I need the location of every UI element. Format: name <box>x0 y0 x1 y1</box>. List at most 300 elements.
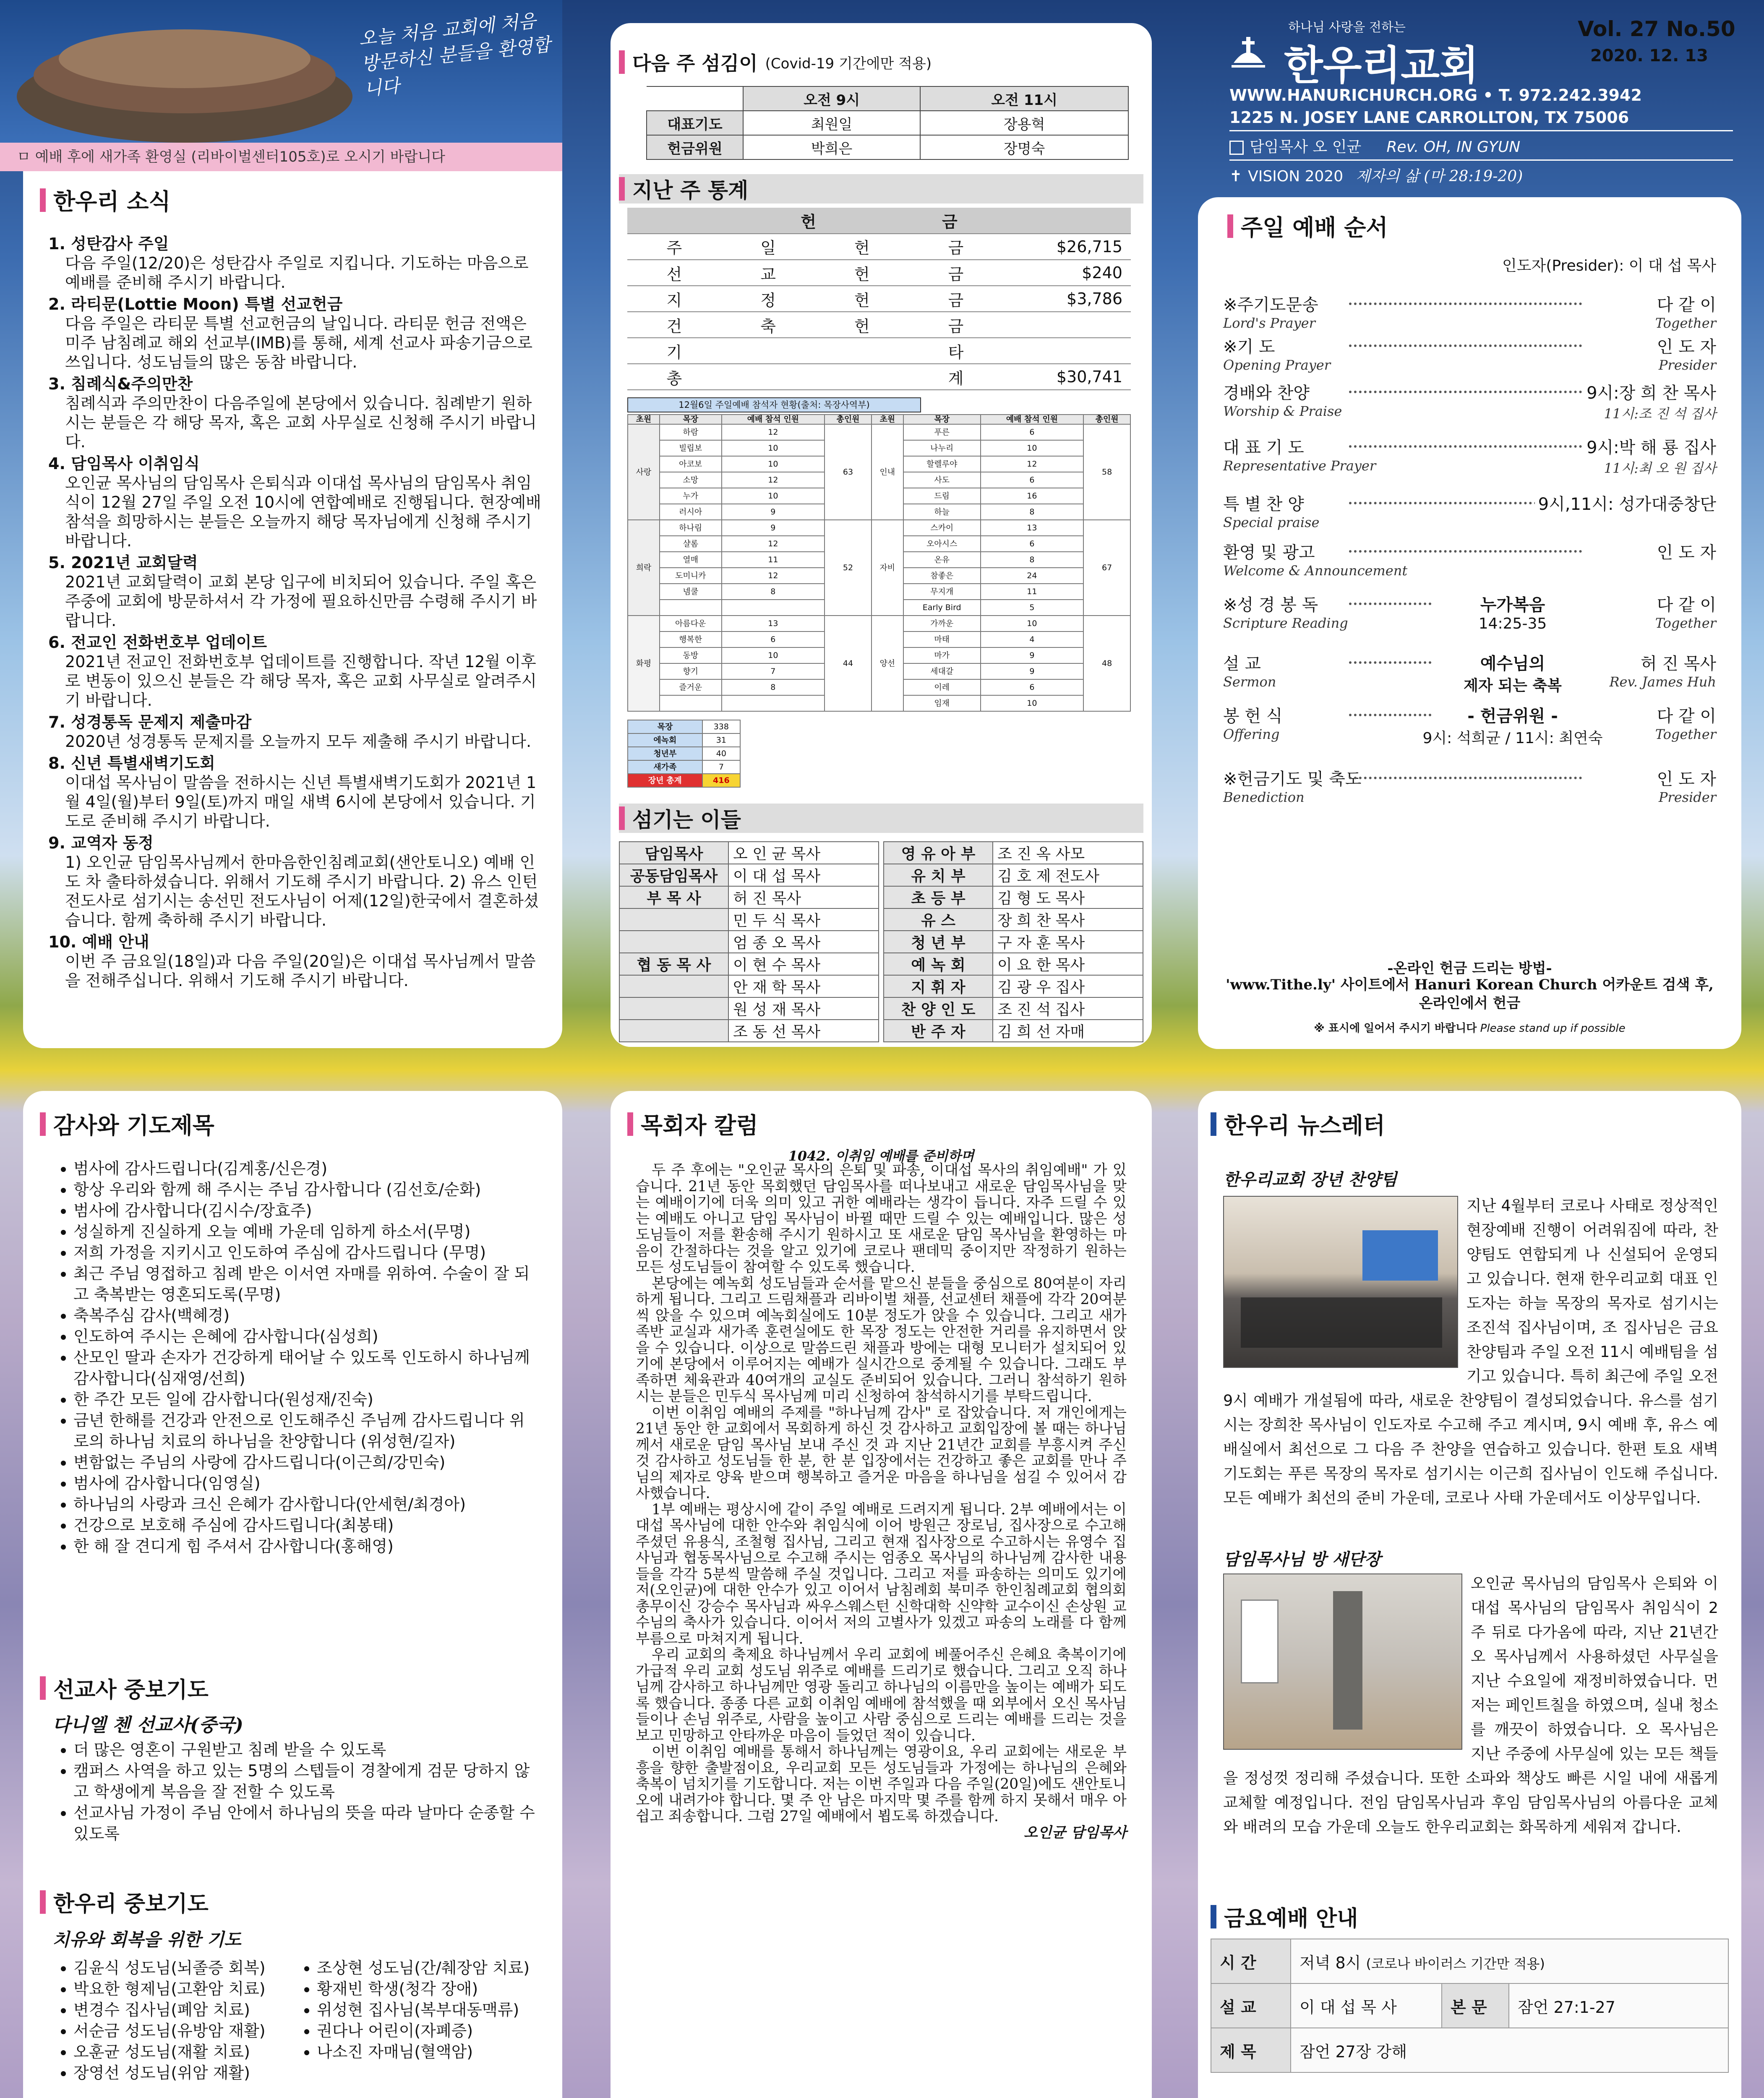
center-top-panel <box>611 23 1152 1047</box>
server-name: 김 형 도 목사 <box>993 886 1143 908</box>
cell-name: 하람 <box>660 424 722 440</box>
stats-label: 금 <box>909 234 1003 260</box>
worship-item-leader: 9시:장 희 찬 목사 <box>1583 380 1716 404</box>
news-heading: 한우리 소식 <box>40 184 171 216</box>
masthead <box>1200 0 1764 197</box>
stats-label: 헌 <box>815 234 909 260</box>
cell-count: 10 <box>981 616 1084 631</box>
group-total: 58 <box>1083 424 1130 520</box>
online-giving-body: 'www.Tithe.ly' 사이트에서 Hanuri Korean Church 어카운트 검색 후, 온라인에서 헌금 <box>1226 976 1714 1012</box>
cell-name: 스카이 <box>903 520 981 536</box>
cell-name: 행복한 <box>660 631 722 647</box>
column-paragraph: 이번 이취임 예배를 통해서 하나님께는 영광이요, 우리 교회에는 새로운 부흥을 향한 출발점이요, 우리교회 모든 성도님들과 가정에는 하나님의 은혜와 축복이 넘치기를 기도합니다. 저는 이번 주일과 다음 주일(20일)에도 샌안토니오에 내려가야 합니다. 몇 주 안 남은 마지막 몇 주를 함께 하지 못해서 매우 아쉽고 죄송합니다. 그럼 27일 예배에서 뵙도록 하겠습니다. <box>636 1743 1127 1825</box>
cell-count: 9 <box>981 663 1084 679</box>
stats-amount: $26,715 <box>1003 234 1131 260</box>
stats-row <box>627 286 1131 312</box>
server-row <box>619 864 879 886</box>
news-item <box>48 754 543 831</box>
news-item <box>48 234 543 292</box>
worship-item-detail-2: 14:25-35 <box>1478 615 1547 632</box>
attendance-summary <box>627 720 741 788</box>
stand-note: ※ 표시에 일어서 주시기 바랍니다 Please stand up if possible <box>1314 1022 1626 1035</box>
stats-label: 지 <box>627 286 721 312</box>
worship-item-en: Offering <box>1223 726 1280 742</box>
server-name: 이 현 수 목사 <box>728 953 879 975</box>
worship-item-leader: 인 도 자 <box>1654 539 1716 563</box>
news-item-title: 8. 신년 특별새벽기도회 <box>48 754 215 772</box>
cell-name: 참좋은 <box>903 568 981 584</box>
news-item-title: 1. 성탄감사 주일 <box>48 235 169 253</box>
summary-row <box>628 733 740 747</box>
worship-item-detail: 누가복음 <box>1433 592 1592 616</box>
cell-count: 10 <box>722 440 825 456</box>
dot-leader <box>1349 550 1582 553</box>
cell-count: 12 <box>722 536 825 552</box>
server-name: 김 호 제 전도사 <box>993 864 1143 886</box>
cell-count: 10 <box>722 647 825 663</box>
worship-item <box>1223 491 1716 541</box>
cell-name: 무지개 <box>903 584 981 600</box>
news-item <box>48 932 543 990</box>
cell-name: 드림 <box>903 488 981 504</box>
online-giving-title: -온라인 헌금 드리는 방법- <box>1387 960 1552 977</box>
thanks-list <box>48 1158 535 1557</box>
stats-label: 금 <box>909 260 1003 286</box>
list-item: • 서순금 성도님(유방암 재활) <box>73 2020 292 2041</box>
next-week-heading: 다음 주 섬김이 (Covid-19 기간에만 적용) <box>619 48 932 76</box>
cross-icon: ✝ <box>1229 168 1242 185</box>
column-paragraph: 본당에는 예녹회 성도님들과 순서를 맡으신 분들을 중심으로 80여분이 자리하게 됩니다. 그리고 드림채플과 리바이벌 채플, 선교센터 채플에 각각 20여분씩 앉을 수 있으며 예녹회실에도 10분 정도가 앉을 수 있습니다. 그리고 새가족반 교실과 새가족 훈련실에도 한 목장 정도는 안전한 거리를 유지하면서 앉을 수 있습니다. 이상으로 말씀드린 채플과 방에는 대형 모니터가 설치되어 있기에 본당에서 이루어지는 예배가 실시간으로 중계될 수 있습니다. 그래도 부족하면 체육관과 40여개의 교실도 준비되어 있습니다. 그러니 참석하기 원하시는 분들은 민두식 목사님께 미리 신청하여 참석하시기를 부탁드립니다. <box>636 1275 1127 1405</box>
stats-label: 헌 <box>815 260 909 286</box>
cell-name: 임재 <box>903 695 981 711</box>
server-role: 협 동 목 사 <box>619 953 728 975</box>
stats-label <box>815 364 909 390</box>
stats-row <box>627 234 1131 260</box>
server-row <box>884 931 1143 953</box>
list-item: • 범사에 감사드립니다(김계홍/신은경) <box>73 1158 535 1179</box>
cell-name: 열매 <box>660 552 722 568</box>
column-paragraph: 이번 이취임 예배의 주제를 "하나님께 감사" 로 잡았습니다. 저 개인에게는 21년 동안 한 교회에서 목회하게 하신 것 감사하고 교회입장에 볼 때는 하나님께서 새로운 담임 목사님 보내 주신 것 과 지난 21년간 교회를 부흥시켜 주신 것 감사하고 성도님들 한 분, 한 분 입장에서는 건강하고 좋은 교회를 만나 주님의 제자로 양육 받으며 행복하고 즐거운 마음을 하나님을 섬길 수 있어서 감사했습니다. <box>636 1404 1127 1502</box>
server-role <box>619 997 728 1020</box>
cell-count: 10 <box>981 695 1084 711</box>
server-name: 민 두 식 목사 <box>728 908 879 931</box>
group-name: 사랑 <box>628 424 660 520</box>
worship-item-kr: 특 별 찬 양 <box>1223 495 1304 514</box>
stats-label: 건 <box>627 312 721 338</box>
dot-leader <box>1349 391 1582 393</box>
worship-item-leader: 인 도 자 <box>1654 766 1716 790</box>
server-name: 조 동 선 목사 <box>728 1020 879 1042</box>
stats-label: 일 <box>721 234 815 260</box>
list-item: • 하나님의 사랑과 크신 은혜가 감사합니다(안세현/최경아) <box>73 1494 535 1515</box>
newsletter-heading: 한우리 뉴스레터 <box>1211 1108 1385 1140</box>
stats-label: 헌 <box>815 312 909 338</box>
list-item: • 한 해 잘 견디게 힘 주셔서 감사합니다(홍해영) <box>73 1536 535 1557</box>
column-paragraph: 우리 교회의 축제요 하나님께서 우리 교회에 베풀어주신 은혜요 축복이기에 가급적 우리 교회 성도님 위주로 예배를 드리기로 했습니다. 그리고 오직 하나님께 감사하고 하나님께만 영광 돌리고 하나님의 이름만을 높이는 예배가 되도록 했습니다. 종종 다른 교회 이취임 예배에 참석했을 때 외부에서 오신 목사님들이나 손님 위주로, 사람을 높이고 사람 중심으로 드리는 예배를 드리는 것을 보고 민망하고 안타까운 마음이 들었던 적이 있습니다. <box>636 1647 1127 1744</box>
stats-row <box>627 312 1131 338</box>
server-role: 공동담임목사 <box>619 864 728 886</box>
article-1-body: 지난 4월부터 코로나 사태로 정상적인 현장예배 진행이 어려워짐에 따라, 찬양팀도 연합되게 나 신설되어 운영되고 있습니다. 현재 한우리교회 대표 인도자는 하늘 목장의 목자로 섬기시는 조진석 집사님이며, 조 집사님은 금요찬양팀과 주일 오전 11시 예배팀을 섬기고 있습니다. 특히 최근에 주일 오전 9시 예배가 개설됨에 따라, 새로운 찬양팀이 결성되었습니다. 유스를 섬기시는 장희찬 목사님이 인도자로 수고해 주고 계시며, 9시 예배 후, 유스 예배실에서 최선으로 그 다음 주 찬양을 연습하고 있습니다. 한편 토요 새벽기도회는 푸른 목장의 목자로 섬기시는 이근희 집사님이 인도해 주십니다. 모든 예배가 최선의 준비 가운데, 코로나 사태 가운데서도 이상무입니다. <box>1223 1194 1718 1510</box>
news-item-body: 2021년 전교인 전화번호부 업데이트를 진행합니다. 작년 12월 이후로 변동이 있으신 분들은 각 해당 목자, 혹은 교회 사무실로 알려주시기 바랍니다. <box>65 652 537 710</box>
cell-count: 12 <box>981 456 1084 472</box>
summary-label: 목장 <box>628 720 702 733</box>
cell-name: 즐거운 <box>660 679 722 695</box>
intercession-col-2 <box>292 1957 543 2062</box>
cell-name: Early Bird <box>903 600 981 616</box>
website-phone: WWW.HANURICHURCH.ORG • T. 972.242.3942 <box>1229 86 1642 104</box>
cell-count: 7 <box>722 663 825 679</box>
column-script-title: 1042. 이취임 예배를 준비하며 <box>788 1148 974 1164</box>
cell-count: 6 <box>981 472 1084 488</box>
news-item <box>48 553 543 630</box>
list-item: • 위성현 집사님(복부대동맥류) <box>317 1999 543 2020</box>
stats-label <box>815 338 909 364</box>
stats-amount: $30,741 <box>1003 364 1131 390</box>
cell-name: 누가 <box>660 488 722 504</box>
summary-value: 416 <box>702 774 740 787</box>
news-panel <box>23 171 562 1048</box>
cell-count: 8 <box>981 504 1084 520</box>
photo-spacer <box>1223 1194 1467 1370</box>
attendance-row <box>628 424 1130 440</box>
newsletter-panel <box>1198 1091 1741 2098</box>
server-name: 안 재 학 목사 <box>728 975 879 997</box>
server-row <box>619 953 879 975</box>
cell-name: 푸른 <box>903 424 981 440</box>
server-row <box>884 864 1143 886</box>
summary-label: 에녹회 <box>628 733 702 747</box>
worship-item-leader-en: Together <box>1655 726 1716 742</box>
stats-label: 계 <box>909 364 1003 390</box>
stats-table: 헌 금 <box>627 208 1131 234</box>
cell-name: 빌립보 <box>660 440 722 456</box>
welcome-banner <box>0 0 562 143</box>
dot-leader <box>1349 445 1582 448</box>
cell-count <box>722 600 825 616</box>
list-item: • 성실하게 진실하게 오늘 예배 가운데 임하게 하소서(무명) <box>73 1221 535 1242</box>
server-name: 조 진 옥 사모 <box>993 842 1143 864</box>
news-item <box>48 833 543 930</box>
group-name: 인내 <box>872 424 903 520</box>
worship-item <box>1223 334 1716 384</box>
news-item-title: 6. 전교인 전화번호부 업데이트 <box>48 633 267 652</box>
worship-item <box>1223 539 1716 590</box>
cell-count: 12 <box>722 472 825 488</box>
news-item-title: 5. 2021년 교회달력 <box>48 553 198 572</box>
col-9am: 오전 9시 <box>743 86 920 111</box>
summary-row <box>628 720 740 733</box>
summary-label: 장년 총계 <box>628 774 702 787</box>
list-item: • 변함없는 주님의 사랑에 감사드립니다(이근희/강민숙) <box>73 1452 535 1473</box>
server-row <box>884 953 1143 975</box>
server-name: 이 대 섭 목사 <box>728 864 879 886</box>
attendance-header: 초원 <box>628 415 660 424</box>
news-item-title: 4. 담임목사 이취임식 <box>48 454 200 473</box>
attendance-header: 초원 <box>872 415 903 424</box>
stats-label: 헌 <box>815 286 909 312</box>
list-item: • 한 주간 모든 일에 감사합니다(원성재/진숙) <box>73 1389 535 1410</box>
cell-name <box>660 695 722 711</box>
server-role: 부 목 사 <box>619 886 728 908</box>
welcome-script: 오늘 처음 교회에 처음 방문하신 분들을 환영합니다 <box>357 10 552 100</box>
list-item: • 더 많은 영혼이 구원받고 침례 받을 수 있도록 <box>73 1739 535 1760</box>
list-item: • 최근 주님 영접하고 침례 받은 이서연 자매를 위하여. 수술이 잘 되고 축복받는 영혼되도록(무명) <box>73 1263 535 1305</box>
presider-line: 인도자(Presider): 이 대 섭 목사 <box>1502 257 1716 274</box>
list-item: • 축복주심 감사(백혜경) <box>73 1305 535 1326</box>
worship-item-detail-2: 9시: 석희균 / 11시: 최연숙 <box>1422 730 1603 747</box>
news-list <box>48 234 543 993</box>
attendance-header: 예배 참석 인원 <box>981 415 1084 424</box>
column-panel <box>611 1091 1152 2098</box>
server-name: 조 진 석 집사 <box>993 997 1143 1020</box>
worship-item-en: Worship & Praise <box>1223 403 1342 419</box>
group-total: 52 <box>825 520 872 616</box>
article-1-title: 한우리교회 장년 찬양팀 <box>1223 1170 1397 1190</box>
bulletin-date: 2020. 12. 13 <box>1590 46 1708 65</box>
stats-label: 정 <box>721 286 815 312</box>
stats-rows <box>627 234 1131 390</box>
stats-amount: $3,786 <box>1003 286 1131 312</box>
server-name: 김 희 선 자매 <box>993 1020 1143 1042</box>
server-name: 구 자 훈 목사 <box>993 931 1143 953</box>
news-item-title: 3. 침례식&주의만찬 <box>48 375 193 393</box>
attendance-header: 총인원 <box>825 415 872 424</box>
cell-count: 13 <box>981 520 1084 536</box>
church-address: 1225 N. JOSEY LANE CARROLLTON, TX 75006 <box>1229 108 1629 127</box>
attendance-header: 목장 <box>903 415 981 424</box>
worship-item <box>1223 434 1716 485</box>
summary-row <box>628 760 740 774</box>
cell-name: 온유 <box>903 552 981 568</box>
worship-item-leader: 9시,11시: 성가대중창단 <box>1535 491 1716 515</box>
server-row <box>884 975 1143 997</box>
server-role: 찬 양 인 도 <box>884 997 993 1020</box>
welcome-notice: ㅁ 예배 후에 새가족 환영실 (리바이벌센터105호)로 오시기 바랍니다 <box>0 143 562 171</box>
summary-value: 338 <box>702 720 740 733</box>
cell-count: 8 <box>981 552 1084 568</box>
cell-count: 6 <box>981 424 1084 440</box>
worship-item-en: Scripture Reading <box>1223 615 1348 631</box>
tagline: 하나님 사랑을 전하는 <box>1288 20 1406 35</box>
cell-name: 사도 <box>903 472 981 488</box>
server-name: 오 인 균 목사 <box>728 842 879 864</box>
article-2-body: 오인균 목사님의 담임목사 은퇴와 이대섭 목사님의 담임목사 취임식이 2주 뒤로 다가옴에 따라, 지난 21년간 오 목사님께서 사용하셨던 사무실을 지난 수요일에 재정비하였습니다. 먼저는 페인트칠을 하였으며, 실내 청소를 깨끗이 하였습니다. 오 목사님은 지난 주중에 사무실에 있는 모든 책들을 정성껏 정리해 주셨습니다. 또한 소파와 책상도 빠른 시일 내에 새롭게 교체할 예정입니다. 전임 담임목사님과 후임 담임목사님의 아름다운 교체와 배려의 모습 가운데 오늘도 한우리교회는 화목하게 세워져 갑니다. <box>1223 1571 1718 1839</box>
cell-name: 하늘 <box>903 504 981 520</box>
server-role: 유 스 <box>884 908 993 931</box>
server-row <box>619 975 879 997</box>
thanks-panel <box>23 1091 562 2098</box>
server-row <box>884 886 1143 908</box>
worship-item-kr: ※기 도 <box>1223 337 1275 357</box>
news-item-body: 이번 주 금요일(18일)과 다음 주일(20일)은 이대섭 목사님께서 말씀을 전해주십니다. 위해서 기도해 주시기 바랍니다. <box>65 952 536 990</box>
news-item <box>48 712 543 751</box>
worship-item-leader: 9시:박 해 룡 집사 <box>1583 434 1716 458</box>
pastor-line: 담임목사 오 인균 Rev. OH, IN GYUN <box>1229 135 1520 157</box>
list-item: • 오훈균 성도님(재활 치료) <box>73 2041 292 2062</box>
cell-count: 5 <box>981 600 1084 616</box>
summary-value: 7 <box>702 760 740 774</box>
vision-line: ✝ VISION 2020 제자의 삶 (마 28:19-20) <box>1229 168 1523 185</box>
stats-row <box>627 338 1131 364</box>
cell-count: 6 <box>981 679 1084 695</box>
summary-value: 40 <box>702 747 740 760</box>
servers-left-table <box>619 841 879 1042</box>
worship-item-kr: ※헌금기도 및 축도 <box>1223 770 1362 789</box>
stats-row <box>627 260 1131 286</box>
stats-label: 선 <box>627 260 721 286</box>
stats-label: 타 <box>909 338 1003 364</box>
list-item: • 장영선 성도님(위암 재활) <box>73 2062 292 2083</box>
stats-label: 금 <box>909 312 1003 338</box>
cell-name <box>660 600 722 616</box>
cell-count: 10 <box>981 440 1084 456</box>
list-item: • 황재빈 학생(청각 장애) <box>317 1978 543 1999</box>
stats-amount <box>1003 338 1131 364</box>
group-total: 44 <box>825 616 872 711</box>
cell-count: 8 <box>722 679 825 695</box>
dot-leader <box>1349 303 1582 305</box>
attendance-header: 목장 <box>660 415 722 424</box>
cell-name: 넴쿨 <box>660 584 722 600</box>
worship-item-leader-en: 11시:조 진 석 집사 <box>1604 406 1716 422</box>
cell-name: 아름다운 <box>660 616 722 631</box>
column-paragraph: 1부 예배는 평상시에 같이 주일 예배로 드려지게 됩니다. 2부 예배에서는 이대섭 목사님에 대한 안수와 취임식에 이어 방원근 장로님, 집사장으로 수고해 주셨던 유용식, 조철형 집사님, 그리고 현재 집사장으로 수고하시는 유영수 집사님과 협동목사님으로 수고해 주시는 엄종오 목사님의 하나님께 감사한 내용들을 각각 5분씩 말씀해 주실 것입니다. 그리고 저를 파송하는 의미도 있기에 저(오인균)에 대한 안수가 있고 이어서 남침례회 북미주 한인침례교회 협의회 총무이신 강승수 목사님과 싸우스웨스턴 신학대학 신약학 교수이신 손상원 교수님의 축사가 있습니다. 이어서 저의 고별사가 있겠고 파송의 노래를 다 함께 부름으로 마쳐지게 됩니다. <box>636 1501 1127 1647</box>
worship-item-en: Benediction <box>1223 789 1305 805</box>
list-item: • 선교사님 가정이 주님 안에서 하나님의 뜻을 따라 날마다 순종할 수 있도록 <box>73 1802 535 1844</box>
cell-count: 10 <box>722 488 825 504</box>
news-item-title: 2. 라티문(Lottie Moon) 특별 선교헌금 <box>48 295 343 313</box>
list-item: • 범사에 감사합니다(김시수/장효주) <box>73 1200 535 1221</box>
group-total: 67 <box>1083 520 1130 616</box>
worship-item <box>1223 592 1716 642</box>
list-item: • 금년 한해를 건강과 안전으로 인도해주신 주님께 감사드립니다 위로의 하나님 치료의 하나님을 찬양합니다 (위성현/길자) <box>73 1410 535 1452</box>
cell-count: 24 <box>981 568 1084 584</box>
column-heading: 목회자 칼럼 <box>627 1108 758 1140</box>
server-row <box>619 997 879 1020</box>
list-item: • 범사에 감사합니다(임영실) <box>73 1473 535 1494</box>
cell-name: 할렐루야 <box>903 456 981 472</box>
news-item-body: 오인균 목사님의 담임목사 은퇴식과 이대섭 목사님의 담임목사 취임식이 12월 27일 주일 오전 10시에 연합예배로 진행됩니다. 현장예배 참석을 희망하시는 분들은 오늘까지 해당 목자님에게 신청해 주시기 바랍니다. <box>65 474 541 550</box>
worship-item-detail: - 헌금위원 - <box>1433 703 1592 727</box>
server-role: 청 년 부 <box>884 931 993 953</box>
column-signature: 오인균 담임목사 <box>1023 1824 1127 1841</box>
news-item-title: 7. 성경통독 문제지 제출마감 <box>48 713 252 731</box>
server-name: 엄 종 오 목사 <box>728 931 879 953</box>
server-role: 지 휘 자 <box>884 975 993 997</box>
cell-name: 아코보 <box>660 456 722 472</box>
news-item-title: 9. 교역자 동정 <box>48 834 154 852</box>
worship-item-leader-en: Together <box>1655 615 1716 631</box>
cell-count: 9 <box>722 520 825 536</box>
server-row <box>884 997 1143 1020</box>
servers-heading: 섬기는 이들 <box>619 804 1143 833</box>
cell-name: 향기 <box>660 663 722 679</box>
stats-label <box>721 364 815 390</box>
congregation-photo <box>13 4 357 143</box>
dot-leader <box>1349 777 1582 779</box>
server-name: 허 진 목사 <box>728 886 879 908</box>
server-row <box>619 931 879 953</box>
friday-heading: 금요예배 안내 <box>1211 1901 1358 1932</box>
list-item: • 항상 우리와 함께 해 주시는 주님 감사합니다 (김선호/순화) <box>73 1179 535 1200</box>
server-role <box>619 908 728 931</box>
cell-name: 하나림 <box>660 520 722 536</box>
server-name: 원 성 재 목사 <box>728 997 879 1020</box>
server-role <box>619 931 728 953</box>
cell-count: 12 <box>722 568 825 584</box>
worship-item-detail-2: 제자 되는 축복 <box>1464 677 1562 694</box>
attendance-table <box>627 414 1131 712</box>
cell-name: 러시아 <box>660 504 722 520</box>
attendance-caption: 12월6일 주일예배 참석자 현황(출처: 목장사역부) <box>627 397 921 412</box>
server-name: 장 희 찬 목사 <box>993 908 1143 931</box>
cell-count: 11 <box>981 584 1084 600</box>
dot-leader <box>1349 344 1582 347</box>
news-item-body: 2021년 교회달력이 교회 본당 입구에 비치되어 있습니다. 주일 혹은 주중에 교회에 방문하셔서 각 가정에 필요하신만큼 수령해 주시기 바랍니다. <box>65 573 537 630</box>
cell-count: 4 <box>981 631 1084 647</box>
cell-count: 6 <box>722 631 825 647</box>
attendance-header: 예배 참석 인원 <box>722 415 825 424</box>
stats-label <box>721 338 815 364</box>
cell-name: 오아시스 <box>903 536 981 552</box>
cell-count <box>722 695 825 711</box>
cell-name: 동방 <box>660 647 722 663</box>
group-total: 63 <box>825 424 872 520</box>
server-role: 담임목사 <box>619 842 728 864</box>
server-role <box>619 975 728 997</box>
summary-value: 31 <box>702 733 740 747</box>
cell-count: 11 <box>722 552 825 568</box>
server-row <box>619 1020 879 1042</box>
worship-item-en: Sermon <box>1223 674 1276 690</box>
server-role: 예 녹 회 <box>884 953 993 975</box>
cell-name: 마가 <box>903 647 981 663</box>
worship-item-leader-en: Together <box>1655 315 1716 331</box>
group-name: 희락 <box>628 520 660 616</box>
list-item: • 변경수 집사님(폐암 치료) <box>73 1999 292 2020</box>
cell-count: 10 <box>722 456 825 472</box>
col-11am: 오전 11시 <box>920 86 1128 111</box>
stats-label: 축 <box>721 312 815 338</box>
list-item: • 산모인 딸과 손자가 건강하게 태어날 수 있도록 인도하시 하나님께 감사합니다(심재영/선희) <box>73 1347 535 1389</box>
stats-heading: 지난 주 통계 <box>619 174 1143 204</box>
worship-item-leader-en: 11시:최 오 원 집사 <box>1604 460 1716 476</box>
group-name: 양선 <box>872 616 903 711</box>
thanks-heading: 감사와 기도제목 <box>40 1108 214 1140</box>
worship-item-leader: 다 같 이 <box>1654 592 1716 616</box>
list-item: • 권다나 어린이(자폐증) <box>317 2020 543 2041</box>
server-row <box>619 886 879 908</box>
missionary-script: 다니엘 첸 선교사(중국) <box>52 1714 243 1736</box>
news-item <box>48 633 543 710</box>
cell-count: 9 <box>722 504 825 520</box>
worship-item-en: Lord's Prayer <box>1223 315 1315 331</box>
worship-item-detail: 예수님의 <box>1433 650 1592 674</box>
stats-label: 기 <box>627 338 721 364</box>
news-item <box>48 454 543 551</box>
worship-item-leader-en: Presider <box>1658 789 1716 805</box>
summary-label: 새가족 <box>628 760 702 774</box>
cell-name: 가까운 <box>903 616 981 631</box>
news-item-body: 다음 주일은 라티문 특별 선교헌금의 날입니다. 라티문 헌금 전액은 미주 남침례교 해외 선교부(IMB)를 통해, 세계 선교사 파송기금으로 쓰입니다. 성도님들의 많은 동참 바랍니다. <box>65 314 533 371</box>
cell-name: 소망 <box>660 472 722 488</box>
volume-number: Vol. 27 No.50 <box>1578 17 1735 41</box>
group-total: 48 <box>1083 616 1130 711</box>
worship-item-en: Opening Prayer <box>1223 357 1331 373</box>
stats-label: 금 <box>909 286 1003 312</box>
stats-label: 교 <box>721 260 815 286</box>
worship-item <box>1223 766 1716 816</box>
